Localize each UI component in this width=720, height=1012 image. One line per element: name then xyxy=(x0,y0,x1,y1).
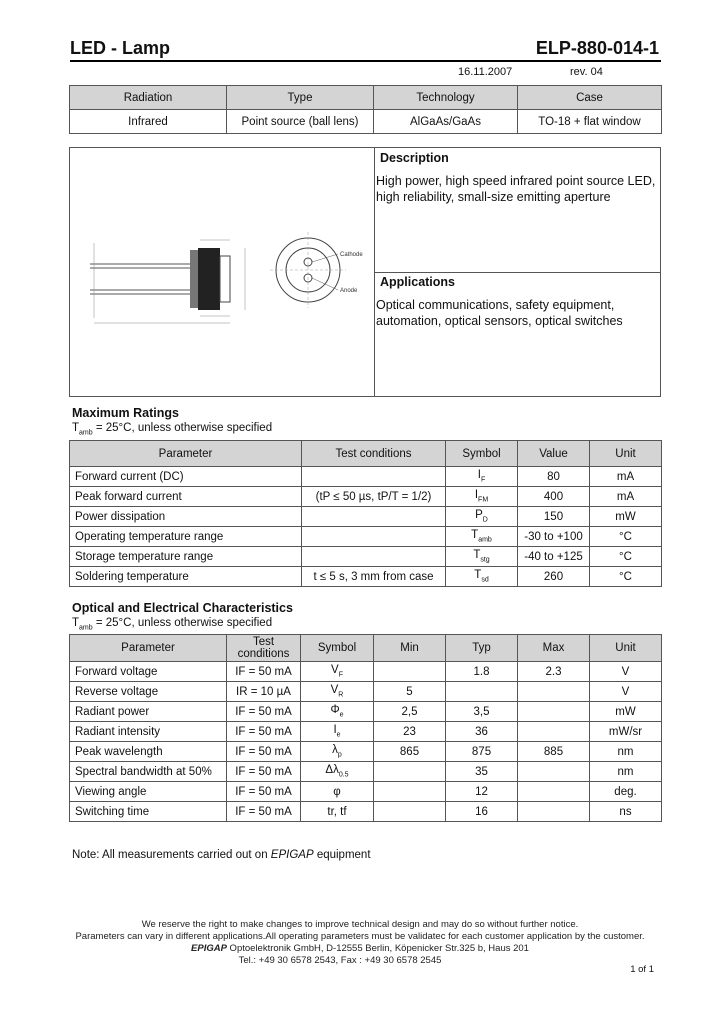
symbol-cell: $\lambda_p$ xyxy=(301,742,374,762)
min-cell xyxy=(374,662,446,682)
page-header xyxy=(70,38,661,62)
symbol-cell: φ xyxy=(301,782,374,802)
measurement-note: Note: All measurements carried out on EPIGAP equipment xyxy=(72,849,371,861)
case-window xyxy=(220,256,230,302)
page-number: 1 of 1 xyxy=(630,964,654,975)
unit-cell: mA xyxy=(590,467,662,487)
parameter-cell: Reverse voltage xyxy=(70,682,227,702)
parameter-cell: Forward voltage xyxy=(70,662,227,682)
parameter-cell: Radiant power xyxy=(70,702,227,722)
table-row xyxy=(70,507,662,527)
condition-cell: (tP ≤ 50 µs, tP/T = 1/2) xyxy=(302,487,446,507)
column-header: Value xyxy=(518,441,590,467)
applications-line: Optical communications, safety equipment, xyxy=(376,298,615,312)
doc-title: LED - Lamp xyxy=(70,38,171,58)
footer-address: EPIGAP Optoelektronik GmbH, D-12555 Berlin, Köpenicker Str.325 b, Haus 201 xyxy=(191,943,529,954)
symbol-cell: tr, tf xyxy=(301,802,374,822)
part-number: ELP-880-014-1 xyxy=(535,38,659,58)
column-header: Max xyxy=(518,635,590,662)
unit-cell: nm xyxy=(590,762,662,782)
condition-cell: IR = 10 µA xyxy=(227,682,301,702)
unit-cell: mA xyxy=(590,487,662,507)
unit-cell: °C xyxy=(590,527,662,547)
condition-cell: IF = 50 mA xyxy=(227,802,301,822)
condition-cell: t ≤ 5 s, 3 mm from case xyxy=(302,567,446,587)
symbol-cell: $V_R$ xyxy=(301,682,374,702)
min-cell xyxy=(374,762,446,782)
parameter-cell: Forward current (DC) xyxy=(70,467,302,487)
table-row xyxy=(70,782,662,802)
condition-cell: IF = 50 mA xyxy=(227,762,301,782)
min-cell: 2,5 xyxy=(374,702,446,722)
leader-line xyxy=(312,278,338,290)
optical-condition: $T_{amb} = 25^\circ C$, unless otherwise specified xyxy=(72,617,273,632)
parameter-cell: Viewing angle xyxy=(70,782,227,802)
column-header: Symbol xyxy=(301,635,374,662)
cathode-label: Cathode xyxy=(340,252,363,258)
column-header: Parameter xyxy=(70,635,227,662)
unit-cell: V xyxy=(590,662,662,682)
symbol-cell: $T_{stg}$ xyxy=(446,547,518,567)
typ-cell: 35 xyxy=(446,762,518,782)
applications-line: automation, optical sensors, optical switches xyxy=(376,314,623,328)
max-cell xyxy=(518,802,590,822)
summary-value: AlGaAs/GaAs xyxy=(374,110,518,134)
summary-value: TO-18 + flat window xyxy=(518,110,662,134)
summary-value: Point source (ball lens) xyxy=(227,110,374,134)
condition-cell: IF = 50 mA xyxy=(227,702,301,722)
summary-value: Infrared xyxy=(70,110,227,134)
leader-line xyxy=(312,254,338,262)
table-row xyxy=(70,682,662,702)
parameter-cell: Peak forward current xyxy=(70,487,302,507)
unit-cell: mW/sr xyxy=(590,722,662,742)
optical-heading: Optical and Electrical Characteristics xyxy=(72,601,293,615)
doc-date: 16.11.2007 xyxy=(458,66,513,78)
min-cell xyxy=(374,802,446,822)
parameter-cell: Radiant intensity xyxy=(70,722,227,742)
applications-heading: Applications xyxy=(380,275,456,289)
typ-cell: 16 xyxy=(446,802,518,822)
max-ratings-heading: Maximum Ratings xyxy=(72,406,179,420)
column-header: Test conditions xyxy=(302,441,446,467)
max-cell: 885 xyxy=(518,742,590,762)
condition-cell: IF = 50 mA xyxy=(227,782,301,802)
condition-cell xyxy=(302,467,446,487)
parameter-cell: Operating temperature range xyxy=(70,527,302,547)
description-line: high reliability, small-size emitting aperture xyxy=(376,190,611,204)
optical-table xyxy=(69,634,662,822)
max-cell xyxy=(518,782,590,802)
table-row xyxy=(70,662,662,682)
symbol-cell: $T_{sd}$ xyxy=(446,567,518,587)
table-row xyxy=(70,702,662,722)
unit-cell: mW xyxy=(590,507,662,527)
condition-cell xyxy=(302,527,446,547)
footer-contact: Tel.: +49 30 6578 2543, Fax : +49 30 6578 2545 xyxy=(238,955,442,966)
footer-disclaimer: Parameters can vary in different applications.All operating parameters must be validatec for each customer application by the customer. xyxy=(75,931,645,942)
table-row xyxy=(70,467,662,487)
column-header: Symbol xyxy=(446,441,518,467)
symbol-cell: $I_{FM}$ xyxy=(446,487,518,507)
condition-cell xyxy=(302,507,446,527)
symbol-cell: $\Phi_e$ xyxy=(301,702,374,722)
unit-cell: mW xyxy=(590,702,662,722)
doc-revision: rev. 04 xyxy=(570,66,603,78)
parameter-cell: Soldering temperature xyxy=(70,567,302,587)
typ-cell: 3,5 xyxy=(446,702,518,722)
unit-cell: V xyxy=(590,682,662,702)
typ-cell: 12 xyxy=(446,782,518,802)
column-header: Test conditions xyxy=(227,635,301,662)
typ-cell: 1.8 xyxy=(446,662,518,682)
condition-cell xyxy=(302,547,446,567)
unit-cell: °C xyxy=(590,567,662,587)
typ-cell: 875 xyxy=(446,742,518,762)
value-cell: 150 xyxy=(518,507,590,527)
symbol-cell: $I_F$ xyxy=(446,467,518,487)
max-cell xyxy=(518,682,590,702)
symbol-cell: $T_{amb}$ xyxy=(446,527,518,547)
table-row xyxy=(70,802,662,822)
summary-header: Type xyxy=(227,86,374,110)
unit-cell: °C xyxy=(590,547,662,567)
drawing-description-box xyxy=(69,147,661,397)
table-row xyxy=(70,742,662,762)
table-row xyxy=(70,487,662,507)
symbol-cell: $P_D$ xyxy=(446,507,518,527)
parameter-cell: Peak wavelength xyxy=(70,742,227,762)
table-row xyxy=(70,527,662,547)
column-header: Parameter xyxy=(70,441,302,467)
value-cell: 80 xyxy=(518,467,590,487)
value-cell: 260 xyxy=(518,567,590,587)
min-cell: 5 xyxy=(374,682,446,702)
min-cell: 865 xyxy=(374,742,446,762)
max-cell xyxy=(518,722,590,742)
min-cell xyxy=(374,782,446,802)
package-drawing xyxy=(80,218,370,338)
column-header: Min xyxy=(374,635,446,662)
unit-cell: deg. xyxy=(590,782,662,802)
unit-cell: nm xyxy=(590,742,662,762)
parameter-cell: Power dissipation xyxy=(70,507,302,527)
value-cell: -30 to +100 xyxy=(518,527,590,547)
case-flange xyxy=(190,250,198,308)
symbol-cell: $V_F$ xyxy=(301,662,374,682)
symbol-cell: $I_e$ xyxy=(301,722,374,742)
condition-cell: IF = 50 mA xyxy=(227,662,301,682)
column-header: Typ xyxy=(446,635,518,662)
parameter-cell: Spectral bandwidth at 50% xyxy=(70,762,227,782)
parameter-cell: Switching time xyxy=(70,802,227,822)
min-cell: 23 xyxy=(374,722,446,742)
summary-header: Case xyxy=(518,86,662,110)
typ-cell: 36 xyxy=(446,722,518,742)
summary-header: Technology xyxy=(374,86,518,110)
description-heading: Description xyxy=(380,151,449,165)
table-row xyxy=(70,722,662,742)
symbol-cell: $\Delta\lambda_{0.5}$ xyxy=(301,762,374,782)
table-row xyxy=(70,762,662,782)
table-row xyxy=(70,567,662,587)
unit-cell: ns xyxy=(590,802,662,822)
anode-label: Anode xyxy=(340,288,358,294)
summary-table xyxy=(69,85,662,134)
parameter-cell: Storage temperature range xyxy=(70,547,302,567)
value-cell: 400 xyxy=(518,487,590,507)
summary-header: Radiation xyxy=(70,86,227,110)
table-row xyxy=(70,547,662,567)
value-cell: -40 to +125 xyxy=(518,547,590,567)
column-header: Unit xyxy=(590,635,662,662)
max-cell: 2.3 xyxy=(518,662,590,682)
max-cell xyxy=(518,762,590,782)
max-ratings-condition: $T_{amb} = 25^\circ C$, unless otherwise specified xyxy=(72,422,273,437)
case-body xyxy=(198,248,220,310)
condition-cell: IF = 50 mA xyxy=(227,722,301,742)
description-line: High power, high speed infrared point source LED, xyxy=(376,174,656,188)
box-divider xyxy=(374,272,661,273)
footer-disclaimer: We reserve the right to make changes to improve technical design and may do so without further notice. xyxy=(141,919,579,930)
max-ratings-table xyxy=(69,440,662,587)
column-header: Unit xyxy=(590,441,662,467)
typ-cell xyxy=(446,682,518,702)
condition-cell: IF = 50 mA xyxy=(227,742,301,762)
max-cell xyxy=(518,702,590,722)
